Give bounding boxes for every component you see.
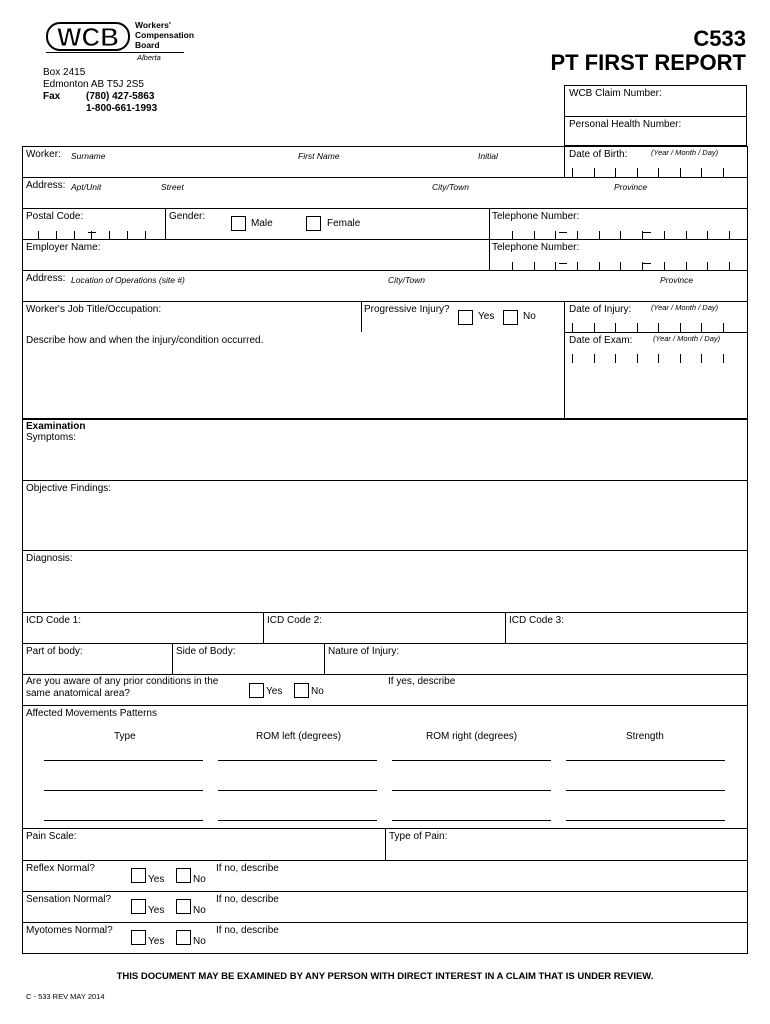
rom-left-line-1[interactable]	[218, 760, 377, 761]
date-of-exam-label: Date of Exam:	[569, 335, 633, 346]
worker-city[interactable]: City/Town	[432, 182, 470, 192]
prior-no-label: No	[311, 686, 324, 697]
dob-label: Date of Birth:	[569, 149, 628, 160]
form-title: PT FIRST REPORT	[550, 50, 746, 75]
nature-of-injury-label[interactable]: Nature of Injury:	[328, 646, 400, 657]
toll-free-number: 1-800-661-1993	[86, 103, 158, 114]
claim-number-label[interactable]: WCB Claim Number:	[569, 88, 662, 99]
address-line1: Box 2415	[43, 67, 86, 78]
worker-telephone-label: Telephone Number:	[492, 211, 580, 222]
type-line-2[interactable]	[44, 790, 203, 791]
examination-heading: Examination	[26, 421, 86, 432]
worker-label: Worker:	[26, 149, 61, 160]
sensation-yes-label: Yes	[148, 905, 165, 916]
progressive-no-checkbox[interactable]	[503, 310, 518, 325]
if-yes-describe-label[interactable]: If yes, describe	[388, 676, 456, 687]
reflex-no-checkbox[interactable]	[176, 868, 191, 883]
employer-name-label[interactable]: Employer Name:	[26, 242, 101, 253]
claim-box-divider	[564, 116, 747, 117]
affected-movements-label: Affected Movements Patterns	[26, 708, 157, 719]
worker-apt-unit[interactable]: Apt/Unit	[71, 182, 102, 192]
progressive-yes-checkbox[interactable]	[458, 310, 473, 325]
objective-findings-label[interactable]: Objective Findings:	[26, 483, 112, 494]
diagnosis-label[interactable]: Diagnosis:	[26, 553, 73, 564]
gender-label: Gender:	[169, 211, 206, 222]
postal-dash	[88, 232, 96, 233]
revision-code: C - 533 REV MAY 2014	[26, 992, 105, 1001]
myotomes-normal-label: Myotomes Normal?	[26, 925, 113, 936]
prior-no-checkbox[interactable]	[294, 683, 309, 698]
wcb-logo	[46, 22, 130, 52]
symptoms-label[interactable]: Symptoms:	[26, 432, 77, 443]
employer-address-label: Address:	[26, 273, 66, 284]
employer-location[interactable]: Location of Operations (site #)	[71, 275, 185, 285]
icd-code-2-label[interactable]: ICD Code 2:	[267, 615, 323, 626]
progressive-no-label: No	[523, 311, 536, 322]
injury-date-ticks[interactable]	[572, 323, 724, 332]
female-checkbox[interactable]	[306, 216, 321, 231]
reflex-if-no-label[interactable]: If no, describe	[216, 863, 279, 874]
rom-left-line-3[interactable]	[218, 820, 377, 821]
exam-date-ticks[interactable]	[572, 354, 724, 363]
employer-telephone-label: Telephone Number:	[492, 242, 580, 253]
progressive-yes-label: Yes	[478, 311, 495, 322]
exam-date-format: (Year / Month / Day)	[653, 334, 721, 343]
postal-code-label: Postal Code:	[26, 211, 84, 222]
employer-tel-dash2	[643, 263, 651, 264]
strength-line-1[interactable]	[566, 760, 725, 761]
strength-line-2[interactable]	[566, 790, 725, 791]
prior-conditions-label	[26, 676, 218, 700]
myotomes-yes-checkbox[interactable]	[131, 930, 146, 945]
employer-city[interactable]: City/Town	[388, 275, 426, 285]
icd-code-3-label[interactable]: ICD Code 3:	[509, 615, 565, 626]
prior-conditions-line2: same anatomical area?	[26, 688, 130, 699]
org-line3: Board	[135, 40, 160, 50]
org-line1: Workers'	[135, 20, 171, 30]
dob-format: (Year / Month / Day)	[651, 148, 719, 157]
rom-right-line-1[interactable]	[392, 760, 551, 761]
reflex-normal-label: Reflex Normal?	[26, 863, 95, 874]
worker-initial[interactable]: Initial	[478, 151, 498, 161]
form-code: C533	[693, 26, 746, 51]
strength-line-3[interactable]	[566, 820, 725, 821]
province-name: Alberta	[137, 53, 161, 62]
column-rom-left: ROM left (degrees)	[256, 731, 342, 742]
worker-telephone-ticks[interactable]	[512, 231, 730, 240]
reflex-yes-checkbox[interactable]	[131, 868, 146, 883]
sensation-normal-label: Sensation Normal?	[26, 894, 112, 905]
sensation-no-label: No	[193, 905, 206, 916]
prior-yes-label: Yes	[266, 686, 283, 697]
employer-province[interactable]: Province	[660, 275, 694, 285]
worker-first-name[interactable]: First Name	[298, 151, 340, 161]
female-label: Female	[327, 218, 361, 229]
side-of-body-label[interactable]: Side of Body:	[176, 646, 236, 657]
worker-tel-dash1	[559, 232, 567, 233]
employer-tel-dash1	[559, 263, 567, 264]
prior-conditions-line1: Are you aware of any prior conditions in the	[26, 676, 219, 687]
icd-code-1-label[interactable]: ICD Code 1:	[26, 615, 82, 626]
rom-right-line-2[interactable]	[392, 790, 551, 791]
rom-right-line-3[interactable]	[392, 820, 551, 821]
myotomes-no-checkbox[interactable]	[176, 930, 191, 945]
myotomes-yes-label: Yes	[148, 936, 165, 947]
prior-yes-checkbox[interactable]	[249, 683, 264, 698]
worker-province[interactable]: Province	[614, 182, 648, 192]
logo-rule	[46, 52, 184, 53]
logo-text: WCB	[56, 22, 120, 52]
sensation-if-no-label[interactable]: If no, describe	[216, 894, 279, 905]
dob-ticks[interactable]	[572, 168, 724, 177]
describe-injury-label[interactable]: Describe how and when the injury/condition occurred.	[26, 335, 264, 346]
injury-date-format: (Year / Month / Day)	[651, 303, 719, 312]
fax-number: (780) 427-5863	[86, 91, 155, 102]
reflex-no-label: No	[193, 874, 206, 885]
column-strength: Strength	[626, 731, 664, 742]
worker-tel-dash2	[643, 232, 651, 233]
progressive-injury-label: Progressive Injury?	[364, 304, 450, 315]
myotomes-if-no-label[interactable]: If no, describe	[216, 925, 279, 936]
type-of-pain-label[interactable]: Type of Pain:	[389, 831, 448, 842]
column-rom-right: ROM right (degrees)	[426, 731, 518, 742]
type-line-1[interactable]	[44, 760, 203, 761]
org-line2: Compensation	[135, 30, 195, 40]
reflex-yes-label: Yes	[148, 874, 165, 885]
wcb-logo-graphic	[46, 22, 130, 52]
worker-surname[interactable]: Surname	[71, 151, 106, 161]
column-type: Type	[114, 731, 136, 742]
sensation-no-checkbox[interactable]	[176, 899, 191, 914]
org-name	[135, 20, 194, 50]
review-notice: THIS DOCUMENT MAY BE EXAMINED BY ANY PERSON WITH DIRECT INTEREST IN A CLAIM THAT IS UNDER REVIEW.	[116, 971, 654, 982]
rom-left-line-2[interactable]	[218, 790, 377, 791]
job-title-label[interactable]: Worker's Job Title/Occupation:	[26, 304, 162, 315]
male-checkbox[interactable]	[231, 216, 246, 231]
type-line-3[interactable]	[44, 820, 203, 821]
address-line2: Edmonton AB T5J 2S5	[43, 79, 144, 90]
myotomes-no-label: No	[193, 936, 206, 947]
pain-scale-label[interactable]: Pain Scale:	[26, 831, 77, 842]
male-label: Male	[251, 218, 273, 229]
worker-address-label: Address:	[26, 180, 66, 191]
phn-label[interactable]: Personal Health Number:	[569, 119, 682, 130]
date-of-injury-label: Date of Injury:	[569, 304, 632, 315]
sensation-yes-checkbox[interactable]	[131, 899, 146, 914]
part-of-body-label[interactable]: Part of body:	[26, 646, 83, 657]
employer-telephone-ticks[interactable]	[512, 262, 730, 271]
fax-label: Fax	[43, 91, 61, 102]
worker-street[interactable]: Street	[161, 182, 184, 192]
